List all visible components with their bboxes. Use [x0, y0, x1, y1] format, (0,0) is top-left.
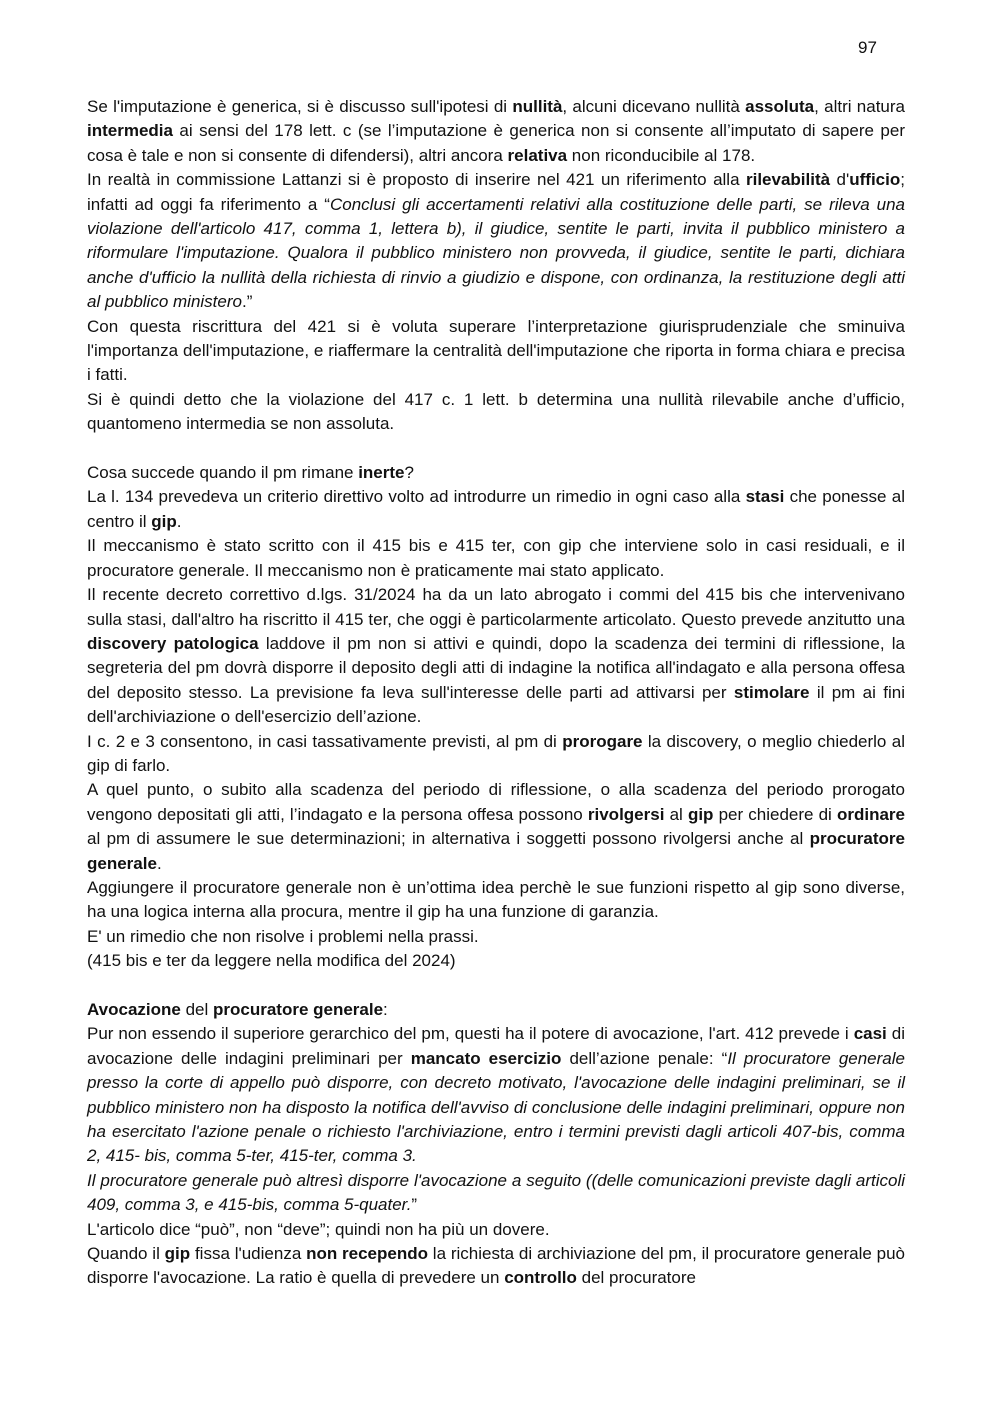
paragraph-p4 [87, 388, 905, 437]
text-run: : [383, 1000, 388, 1019]
bold-text: stimolare [733, 682, 810, 702]
italic-quote: Conclusi gli accertamenti relativi alla costituzione delle parti, se rileva una violazione dell'articolo 417, comma 1, lettera b), il giudice, sentite le parti, invita il pubblico ministero a riformulare l'imputazione. Qualora il pubblico ministero non provveda, il giudice, sentite le parti, dichiara anche d'ufficio la nullità della richiesta di rinvio a giudizio e dispone, con ordinanza, la restituzione degli atti al pubblico ministero [87, 194, 906, 312]
bold-text: nullità [512, 97, 563, 116]
text-run: non riconducibile al 178. [567, 145, 756, 165]
text-run: per chiedere di [713, 804, 837, 824]
bold-text: inerte [358, 463, 405, 483]
bold-text: rivolgersi [587, 804, 665, 824]
text-run: E' un rimedio che non risolve i problemi nella prassi. [87, 926, 479, 946]
text-run: del procuratore [576, 1268, 696, 1288]
paragraph-p13 [87, 949, 905, 973]
text-run: . [176, 511, 182, 531]
text-run: Quando il [87, 1244, 165, 1264]
text-run: Il recente decreto correttivo d.lgs. 31/2024 ha da un lato abrogato i commi del 415 bis che intervenivano sulla stasi, dall'altro ha riscritto il 415 ter, che oggi è particolarmente articolato. Questo prevede anzitutto una [87, 585, 905, 629]
paragraph-p5 [87, 461, 905, 485]
paragraph-spacer [87, 974, 905, 998]
italic-quote: Il procuratore generale presso la corte di appello può disporre, con decreto motivato, l'avocazione delle indagini preliminari, se il pubblico ministero non ha disposto la notifica dell'avviso di conclusione delle indagini preliminari, oppure non ha esercitato l'azione penale o richiesto l'archiviazione, entro i termini previsti dagli articoli 407-bis, comma 2, 415- bis, comma 5-ter, 415-ter, comma 3. [87, 1048, 905, 1166]
bold-text: casi [853, 1024, 887, 1044]
text-run: Pur non essendo il superiore gerarchico del pm, questi ha il potere di avocazione, l'art. 412 prevede i [87, 1024, 854, 1044]
text-run: . [156, 853, 162, 873]
bold-text: mancato esercizio [410, 1048, 562, 1068]
paragraph-p12 [87, 925, 905, 949]
bold-text: Avocazione [87, 1000, 181, 1019]
paragraph-p14 [87, 998, 905, 1022]
bold-text: stasi [745, 487, 785, 507]
text-run: Aggiungere il procuratore generale non è un’ottima idea perchè le sue funzioni rispetto al gip sono diverse, ha una logica interna alla procura, mentre il gip ha una funzione di garanzia. [87, 877, 905, 922]
paragraph-p2 [87, 168, 905, 314]
text-run: Con questa riscrittura del 421 si è voluta superare l’interpretazione giurisprudenziale che sminuiva l'importanza dell'imputazione, e riaffermare la centralità dell'imputazione che riporta in forma chiara e precisa i fatti. [87, 316, 905, 385]
text-run: laddove il pm non si attivi e quindi, dopo la scadenza dei termini di riflessione, la segreteria del pm dovrà disporre il deposito degli atti di indagine la notifica all'indagato e alla persona offesa del deposito stesso. La previsione fa leva sull'interesse delle parti ad attivarsi per [87, 633, 906, 702]
paragraph-p17 [87, 1218, 905, 1242]
text-run: al [664, 804, 688, 824]
bold-text: intermedia [87, 121, 173, 141]
text-run: di avocazione delle indagini preliminari per [87, 1024, 905, 1068]
bold-text: gip [164, 1244, 191, 1264]
paragraph-p11 [87, 876, 905, 925]
text-run: Il meccanismo è stato scritto con il 415 bis e 415 ter, con gip che interviene solo in casi residuali, e il procuratore generale. Il meccanismo non è praticamente mai stato applicato. [87, 536, 905, 580]
paragraph-p6 [87, 485, 905, 534]
bold-text: gip [151, 511, 177, 531]
page-number: 97 [858, 38, 877, 57]
text-run: il pm ai fini dell'archiviazione o dell'esercizio dell’azione. [87, 682, 905, 727]
bold-text: non recependo [306, 1244, 428, 1264]
paragraph-p15 [87, 1022, 905, 1168]
bold-text: relativa [507, 145, 568, 165]
text-run: d' [830, 170, 850, 190]
paragraph-p8 [87, 583, 905, 729]
italic-quote: Il procuratore generale può altresì disporre l'avocazione a seguito ((delle comunicazioni previste dagli articoli 409, comma 3, e 415-bis, comma 5-quater. [87, 1170, 905, 1215]
text-run: che ponesse al centro il [87, 487, 905, 531]
text-run: la discovery, o meglio chiederlo al gip di farlo. [87, 731, 905, 775]
paragraph-p3 [87, 315, 905, 388]
bold-text: rilevabilità [745, 170, 831, 190]
paragraph-p18 [87, 1242, 905, 1291]
bold-text: controllo [504, 1268, 577, 1288]
text-run: Si è quindi detto che la violazione del 417 c. 1 lett. b determina una nullità rilevabile anche d’ufficio, quantomeno intermedia se non assoluta. [87, 389, 905, 434]
paragraph-p7 [87, 534, 905, 583]
paragraph-p16 [87, 1169, 905, 1218]
bold-text: ordinare [836, 804, 905, 824]
document-body [87, 95, 905, 1291]
bold-text: assoluta [745, 97, 815, 116]
text-run: I c. 2 e 3 consentono, in casi tassativamente previsti, al pm di [87, 731, 563, 751]
text-run: ” [411, 1195, 418, 1215]
text-run: del [180, 1000, 213, 1019]
paragraph-spacer [87, 437, 905, 461]
text-run: , alcuni dicevano nullità [562, 97, 746, 116]
paragraph-p1 [87, 95, 905, 168]
text-run: (415 bis e ter da leggere nella modifica del 2024) [87, 951, 456, 971]
text-run: la richiesta di archiviazione del pm, il procuratore generale può disporre l'avocazione. La ratio è quella di prevedere un [87, 1244, 905, 1288]
text-run: dell’azione penale: “ [561, 1048, 728, 1068]
text-run: ; infatti ad oggi fa riferimento a “ [87, 170, 905, 214]
bold-text: discovery patologica [87, 633, 259, 653]
bold-text: ufficio [849, 170, 901, 190]
paragraph-p9 [87, 730, 905, 779]
text-run: In realtà in commissione Lattanzi si è proposto di inserire nel 421 un riferimento alla [87, 170, 746, 190]
bold-text: prorogare [562, 731, 643, 751]
text-run: L'articolo dice “può”, non “deve”; quindi non ha più un dovere. [87, 1219, 550, 1239]
bold-text: procuratore generale [87, 829, 905, 873]
text-run: .” [241, 292, 253, 312]
text-run: La l. 134 prevedeva un criterio direttivo volto ad introdurre un rimedio in ogni caso alla [87, 487, 746, 507]
text-run: A quel punto, o subito alla scadenza del periodo di riflessione, o alla scadenza del periodo prorogato vengono depositati gli atti, l’indagato e la persona offesa possono [87, 780, 905, 824]
bold-text: gip [687, 804, 714, 824]
text-run: ? [404, 463, 414, 483]
paragraph-p10 [87, 778, 905, 876]
text-run: fissa l'udienza [190, 1244, 307, 1264]
bold-text: procuratore generale [212, 1000, 384, 1019]
text-run: Se l'imputazione è generica, si è discusso sull'ipotesi di [87, 97, 513, 116]
text-run: ai sensi del 178 lett. c (se l’imputazione è generica non si consente all’imputato di sapere per cosa è tale e non si consente di difendersi), altri ancora [87, 121, 905, 165]
text-run: al pm di assumere le sue determinazioni; in alternativa i soggetti possono rivolgersi anche al [87, 829, 810, 849]
text-run: , altri natura [814, 97, 905, 116]
text-run: Cosa succede quando il pm rimane [87, 463, 359, 483]
